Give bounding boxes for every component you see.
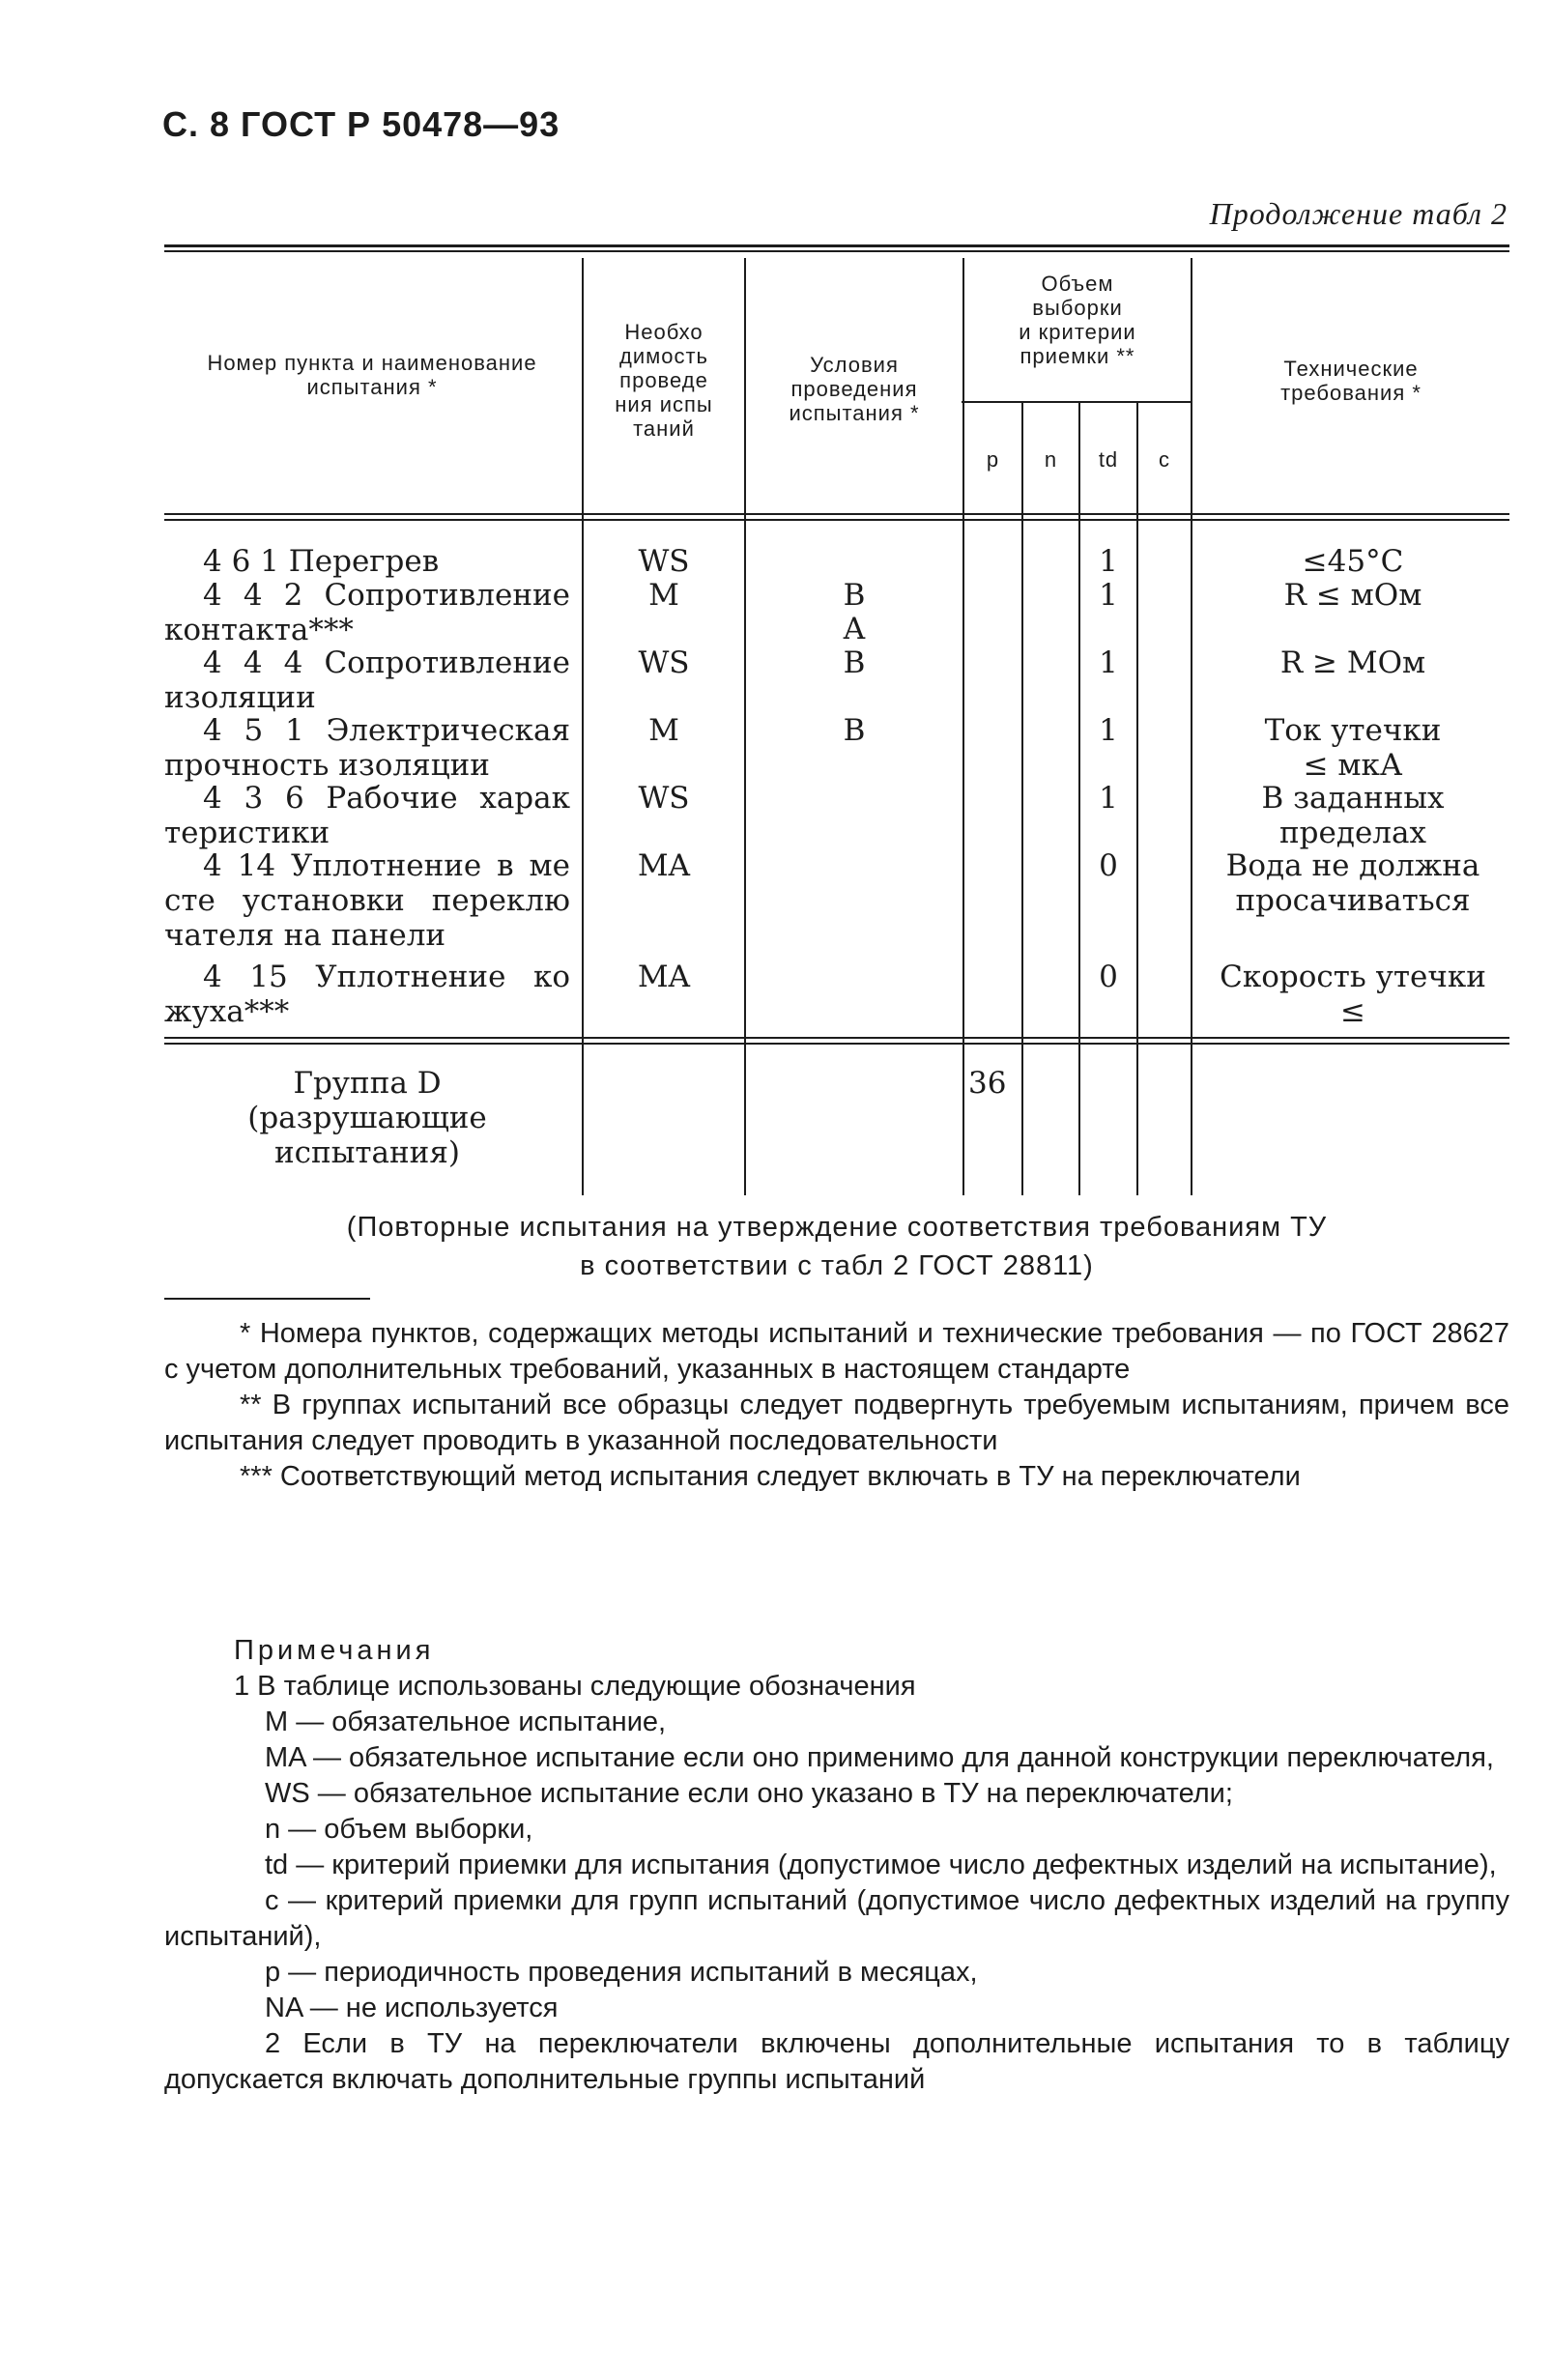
row-conditions: B [843,645,866,680]
header-conditions-line: проведения [790,377,918,401]
row-name-cont: изоляции [164,680,316,715]
row-tech-line: просачиваться [1235,883,1471,918]
group-d-p-value: 36 [968,1066,1007,1101]
row-name: 4 5 1 Электрическая [203,713,570,748]
row-name: 4 3 6 Рабочие харак [203,781,570,816]
group-separator-rule [164,1037,1509,1039]
notes-title: Примечания [234,1635,435,1666]
header-tech-line: требования * [1280,381,1422,405]
definition-c: c — критерий приемки для групп испытаний (допустимое число дефектных изделий на группу испытаний), [164,1885,1509,1952]
table-row [164,960,570,1029]
header-necessity-line: таний [633,416,695,441]
notes-section [164,1633,1509,2098]
header-sub-p: p [986,447,1000,472]
header-test-name: Номер пункта и наименование испытания * [207,351,537,399]
footnote-rule [164,1298,370,1300]
row-td: 0 [1099,960,1118,994]
header-sample-line: Объем [1041,272,1114,296]
header-conditions-line: испытания * [789,401,920,425]
header-conditions-line: Условия [810,353,899,377]
row-tech-line: ≤ [1340,994,1365,1029]
row-td: 1 [1099,713,1118,748]
page-header: С. 8 ГОСТ Р 50478—93 [162,104,560,144]
row-conditions: B [843,578,866,613]
table-continuation-label: Продолжение табл 2 [1209,196,1508,231]
row-tech-line: Скорость утечки [1220,960,1486,994]
group-d-line: (разрушающие [247,1101,487,1135]
row-name-cont: чателя на панели [164,918,446,953]
header-tech-line: Технические [1283,357,1419,381]
note-1: 1 В таблице использованы следующие обозначения [234,1671,916,1702]
row-conditions: B [843,713,866,748]
row-necessity: M [648,578,679,613]
row-tech-req [1196,848,1509,918]
row-name-cont: сте установки переклю [164,883,570,918]
definition-ws: WS — обязательное испытание если оно указано в ТУ на переключатели; [265,1778,1233,1809]
row-name-cont: теристики [164,816,330,850]
row-necessity: WS [638,544,690,579]
row-tech-line: ≤ мкА [1303,748,1403,783]
row-name: 4 14 Уплотнение в ме [203,848,570,883]
definition-td: td — критерий приемки для испытания (допустимое число дефектных изделий на испытание), [265,1850,1497,1880]
col-divider-4 [1021,403,1023,1195]
header-tech-req [1192,357,1509,405]
group-separator-rule-2 [164,1043,1509,1045]
row-tech-req [1196,960,1509,1029]
definition-n: n — объем выборки, [265,1814,533,1845]
table-row [164,848,570,953]
row-tech-line: Вода не должна [1225,848,1480,883]
note-2: 2 Если в ТУ на переключатели включены дополнительные испытания то в таблицу допускается включать дополнительные группы испытаний [164,2028,1509,2095]
row-name-cont: прочность изоляции [164,748,490,783]
header-necessity-line: Необхо [624,320,704,344]
table-row [164,781,570,850]
row-tech-line: Ток утечки [1264,713,1442,748]
repeat-note-line: в соответствии с табл 2 ГОСТ 28811) [580,1250,1094,1281]
table-row [164,578,570,647]
row-name-cont: жуха*** [164,994,290,1029]
row-tech-line: пределах [1279,816,1426,850]
row-td: 0 [1099,848,1118,883]
row-tech-req [1196,781,1509,850]
col-divider-3 [962,258,964,1195]
table-top-rule-2 [164,250,1509,252]
header-sub-c: c [1159,447,1170,472]
definition-ma: MA — обязательное испытание если оно применимо для данной конструкции переключателя, [265,1742,1494,1773]
header-necessity-line: димость [618,344,709,368]
row-td: 1 [1099,781,1118,816]
sample-header-rule [962,401,1192,403]
footnote-1: * Номера пунктов, содержащих методы испытаний и технические требования — по ГОСТ 28627 с учетом дополнительных требований, указанных в настоящем стандарте [164,1318,1509,1385]
table-row [164,645,570,715]
definition-m: M — обязательное испытание, [265,1706,667,1737]
row-name: 4 15 Уплотнение ко [203,960,570,994]
definition-na: NA — не используется [265,1993,559,2023]
row-name: 4 4 4 Сопротивление [203,645,570,680]
row-necessity: WS [638,781,690,816]
header-sample-line: и критерии [1019,320,1136,344]
header-sample-line: приемки ** [1020,344,1135,368]
row-tech-req: R ≥ МОм [1279,645,1426,680]
footnotes [164,1316,1509,1495]
row-tech-req [1196,713,1509,783]
row-necessity: WS [638,645,690,680]
row-name: 4 4 2 Сопротивление [203,578,570,613]
header-sample-line: выборки [1032,296,1123,320]
header-necessity-line: ния испы [615,392,713,416]
repeat-note-line: (Повторные испытания на утверждение соответствия требованиям ТУ [346,1212,1328,1243]
footnote-3: *** Соответствующий метод испытания следует включать в ТУ на переключатели [240,1461,1301,1492]
row-td: 1 [1099,544,1118,579]
header-necessity [584,320,744,441]
repeat-tests-note [164,1208,1509,1285]
header-conditions [746,353,962,425]
row-name-cont: контакта*** [164,613,354,647]
header-bottom-rule [164,513,1509,515]
footnote-2: ** В группах испытаний все образцы следует подвергнуть требуемым испытаниям, причем все испытания следует проводить в указанной последовательности [164,1390,1509,1456]
row-necessity: MA [637,848,691,883]
row-tech-line: В заданных [1261,781,1445,816]
row-tech-req: R ≤ мОм [1283,578,1422,613]
row-conditions: A [843,612,866,646]
header-necessity-line: проведе [619,368,708,392]
header-sample [964,272,1191,368]
header-sub-td: td [1098,447,1119,472]
header-bottom-rule-2 [164,519,1509,521]
group-d-line: испытания) [274,1135,460,1170]
row-name: 4 6 1 Перегрев [203,544,440,579]
table-top-rule [164,244,1509,247]
row-tech-req: ≤45°С [1302,544,1404,579]
header-sub-n: n [1044,447,1058,472]
table-row [164,544,570,579]
group-d-label [164,1066,570,1170]
definition-p: p — периодичность проведения испытаний в месяцах, [265,1957,978,1988]
row-necessity: MA [637,960,691,994]
row-td: 1 [1099,645,1118,680]
table-row [164,713,570,783]
test-table [164,244,1509,1191]
col-divider-6 [1136,403,1138,1195]
group-d-line: Группа D [293,1066,442,1101]
row-td: 1 [1099,578,1118,613]
row-necessity: M [648,713,679,748]
